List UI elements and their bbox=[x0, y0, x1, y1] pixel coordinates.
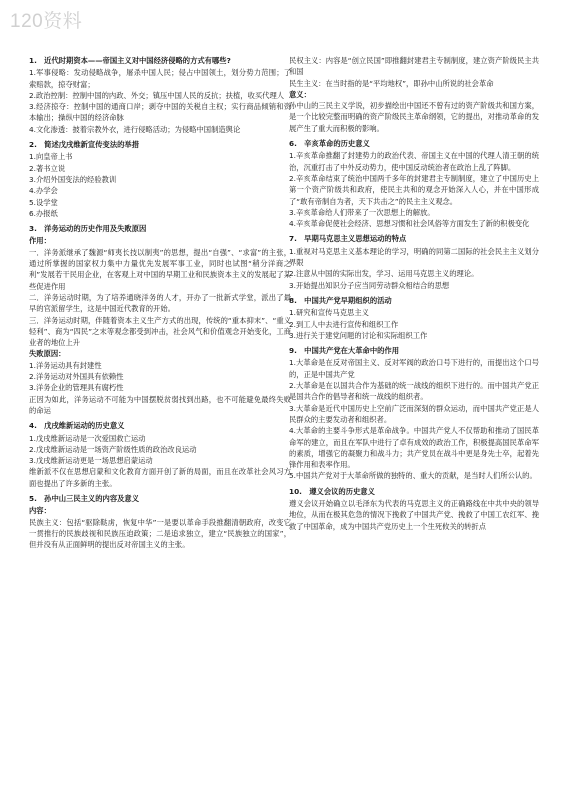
section-heading: 8. 中国共产党早期组织的活动 bbox=[289, 295, 392, 305]
paragraph: 3.经济掠夺：控制中国的通商口岸；剥夺中国的关税自主权；实行商品倾销和资本输出；操纵中国的经济命脉 bbox=[29, 102, 291, 123]
paragraph: 1.洋务运动具有封建性 bbox=[29, 360, 102, 370]
paragraph: 1.重视对马克思主义基本理论的学习，明确的同第二国际的社会民主主义划分界限 bbox=[289, 246, 539, 268]
paragraph: 3.戊戌维新运动更是一场思想启蒙运动 bbox=[29, 456, 153, 466]
right-column bbox=[289, 55, 539, 532]
paragraph: 民生主义：在当时指的是“平均地权”，即孙中山所说的社会革命 bbox=[289, 78, 494, 88]
section-heading: 2. 简述戊戌维新宣传变法的举措 bbox=[29, 140, 140, 150]
paragraph: 孙中山的三民主义学说，初步描绘出中国还不曾有过的资产阶级共和国方案，是一个比较完整而明确的资产阶级民主革命纲领，它的提出，对推动革命的发展产生了重大而积极的影响。 bbox=[289, 101, 539, 133]
section-heading: 5. 孙中山三民主义的内容及意义 bbox=[29, 493, 140, 503]
paragraph: 2.洋务运动对外国具有依赖性 bbox=[29, 372, 124, 382]
subheading-label: 内容： bbox=[29, 506, 51, 516]
paragraph: 1.大革命是在反对帝国主义、反对军阀的政治口号下进行的，而提出这个口号的，正是中国共产党 bbox=[289, 358, 539, 379]
paragraph: 二．洋务运动时期，为了培养通晓洋务的人才，开办了一批新式学堂，派出了最早的官派留学生，这是中国近代教育的开始。 bbox=[29, 292, 291, 314]
paragraph: 3.洋务企业的管理具有腐朽性 bbox=[29, 383, 124, 393]
paragraph: 1.戊戌维新运动是一次爱国救亡运动 bbox=[29, 433, 146, 443]
paragraph: 3.辛亥革命给人们带来了一次思想上的解放。 bbox=[289, 207, 435, 217]
section-heading: 3. 洋务运动的历史作用及失败原因 bbox=[29, 224, 147, 234]
watermark-logo: 120资料 bbox=[10, 11, 83, 32]
section-heading: 4. 戊戌维新运动的历史意义 bbox=[29, 421, 125, 431]
paragraph: 一．洋务派继承了魏源“师夷长技以制夷”的思想，提出“自强”、“求富”的主张，通过所掌握的国家权力集中力量优先发展军事工业，同时也试图“稍分洋商之利”发展若干民用企业，在客观上对中国的早期工业和民族资本主义的发展起了某些促进作用 bbox=[29, 247, 291, 291]
subheading-label: 意义： bbox=[289, 89, 311, 99]
paragraph: 2.到工人中去进行宣传和组织工作 bbox=[289, 319, 399, 329]
paragraph: 遵义会议开始确立以毛泽东为代表的马克思主义的正确路线在中共中央的领导地位，从而在极其危急的情况下挽救了中国共产党、挽救了中国工农红军、挽救了中国革命，成为中国共产党历史上一个生死攸关的转折点 bbox=[289, 498, 539, 531]
section-heading: 7. 早期马克思主义思想运动的特点 bbox=[289, 234, 407, 244]
paragraph: 3.开始提出知识分子应当同劳动群众相结合的思想 bbox=[289, 280, 450, 290]
paragraph: 正因为如此，洋务运动不可能为中国摆脱贫弱找到出路，也不可能避免最终失败的命运 bbox=[29, 394, 291, 415]
paragraph: 4.大革命的主要斗争形式是革命战争。中国共产党人不仅帮助和推动了国民革命军的建立，而且在军队中进行了卓有成效的政治工作，积极提高国民革命军的素质，增强它的凝聚力和战斗力；共产党员在战斗中更是身先士卒，起着先锋作用和表率作用。 bbox=[289, 426, 539, 470]
section-heading: 9. 中国共产党在大革命中的作用 bbox=[289, 346, 400, 356]
paragraph: 2.大革命是在以国共合作为基础的统一战线的组织下进行的。而中国共产党正是国共合作的倡导者和统一战线的组织者。 bbox=[289, 381, 539, 402]
paragraph: 1.军事侵略：发动侵略战争，屠杀中国人民；侵占中国领土，划分势力范围；了索赔款，掠夺财富； bbox=[29, 68, 291, 89]
paragraph: 3.大革命是近代中国历史上空前广泛而深刻的群众运动，而中国共产党正是人民群众的主要发动者和组织者。 bbox=[289, 403, 539, 424]
paragraph: 2.辛亥革命结束了统治中国两千多年的封建君主专制制度，建立了中国历史上第一个资产阶级共和政府，使民主共和的观念开始深入人心，并在中国形成了“敢有帝制自为者，天下共击之”的民主主义观念。 bbox=[289, 173, 539, 206]
paragraph: 4.文化渗透：披着宗教外衣，进行侵略活动；为侵略中国制造舆论 bbox=[29, 124, 241, 134]
paragraph: 三．洋务运动时期，伴随着资本主义生产方式的出现，传统的“重本抑末”、“重义轻利”、商为“四民”之末等观念都受到冲击，社会风气和价值观念开始变化，工商业者的地位上升 bbox=[29, 315, 291, 348]
section-heading: 10. 遵义会议的历史意义 bbox=[289, 486, 375, 496]
paragraph: 4.办学会 bbox=[29, 186, 58, 196]
paragraph: 2.著书立说 bbox=[29, 163, 66, 173]
paragraph: 6.办报纸 bbox=[29, 208, 58, 218]
paragraph: 1.辛亥革命推翻了封建势力的政治代表、帝国主义在中国的代理人清王朝的统治，沉重打击了中外反动势力，使中国反动统治者在政治上乱了阵脚。 bbox=[289, 151, 539, 172]
subheading-label: 失败原因： bbox=[29, 349, 66, 359]
paragraph: 5.设学堂 bbox=[29, 197, 58, 207]
paragraph: 民权主义：内容是“创立民国”即推翻封建君主专制制度，建立资产阶级民主共和国 bbox=[289, 56, 539, 77]
paragraph: 2.注意从中国的实际出发，学习、运用马克思主义的理论。 bbox=[289, 269, 479, 279]
paragraph: 2.戊戌维新运动是一场资产阶级性质的政治改良运动 bbox=[29, 444, 197, 454]
section-heading: 6. 辛亥革命的历史意义 bbox=[289, 139, 370, 149]
paragraph: 维新派不仅在思想启蒙和文化教育方面开创了新的局面，而且在改革社会风习方面也提出了许多新的主张。 bbox=[29, 467, 291, 488]
paragraph: 3.介绍外国变法的经验教训 bbox=[29, 174, 117, 184]
paragraph: 4.辛亥革命促使社会经济、思想习惯和社会风俗等方面发生了新的积极变化 bbox=[289, 219, 530, 229]
paragraph: 3.进行关于建党问题的讨论和实际组织工作 bbox=[289, 330, 428, 340]
paragraph: 5.中国共产党对于大革命所做的独特的、重大的贡献，是当时人们所公认的。 bbox=[289, 471, 537, 481]
left-column bbox=[29, 55, 291, 550]
paragraph: 民族主义：包括“驱除鞑虏，恢复中华”一是要以革命手段推翻清朝政府，改变它一贯推行的民族歧视和民族压迫政策；二是追求独立，建立“民族独立的国家”，但并没有从正面鲜明的提出反对帝国主义的主张。 bbox=[29, 517, 291, 550]
subheading-label: 作用： bbox=[29, 236, 51, 246]
paragraph: 2.政治控制：控制中国的内政、外交；镇压中国人民的反抗；扶植，收买代理人 bbox=[29, 90, 285, 100]
paragraph: 1.向皇帝上书 bbox=[29, 152, 73, 162]
section-heading: 1. 近代时期资本——帝国主义对中国经济侵略的方式有哪些? bbox=[29, 56, 231, 65]
paragraph: 1.研究和宣传马克思主义 bbox=[289, 308, 369, 318]
